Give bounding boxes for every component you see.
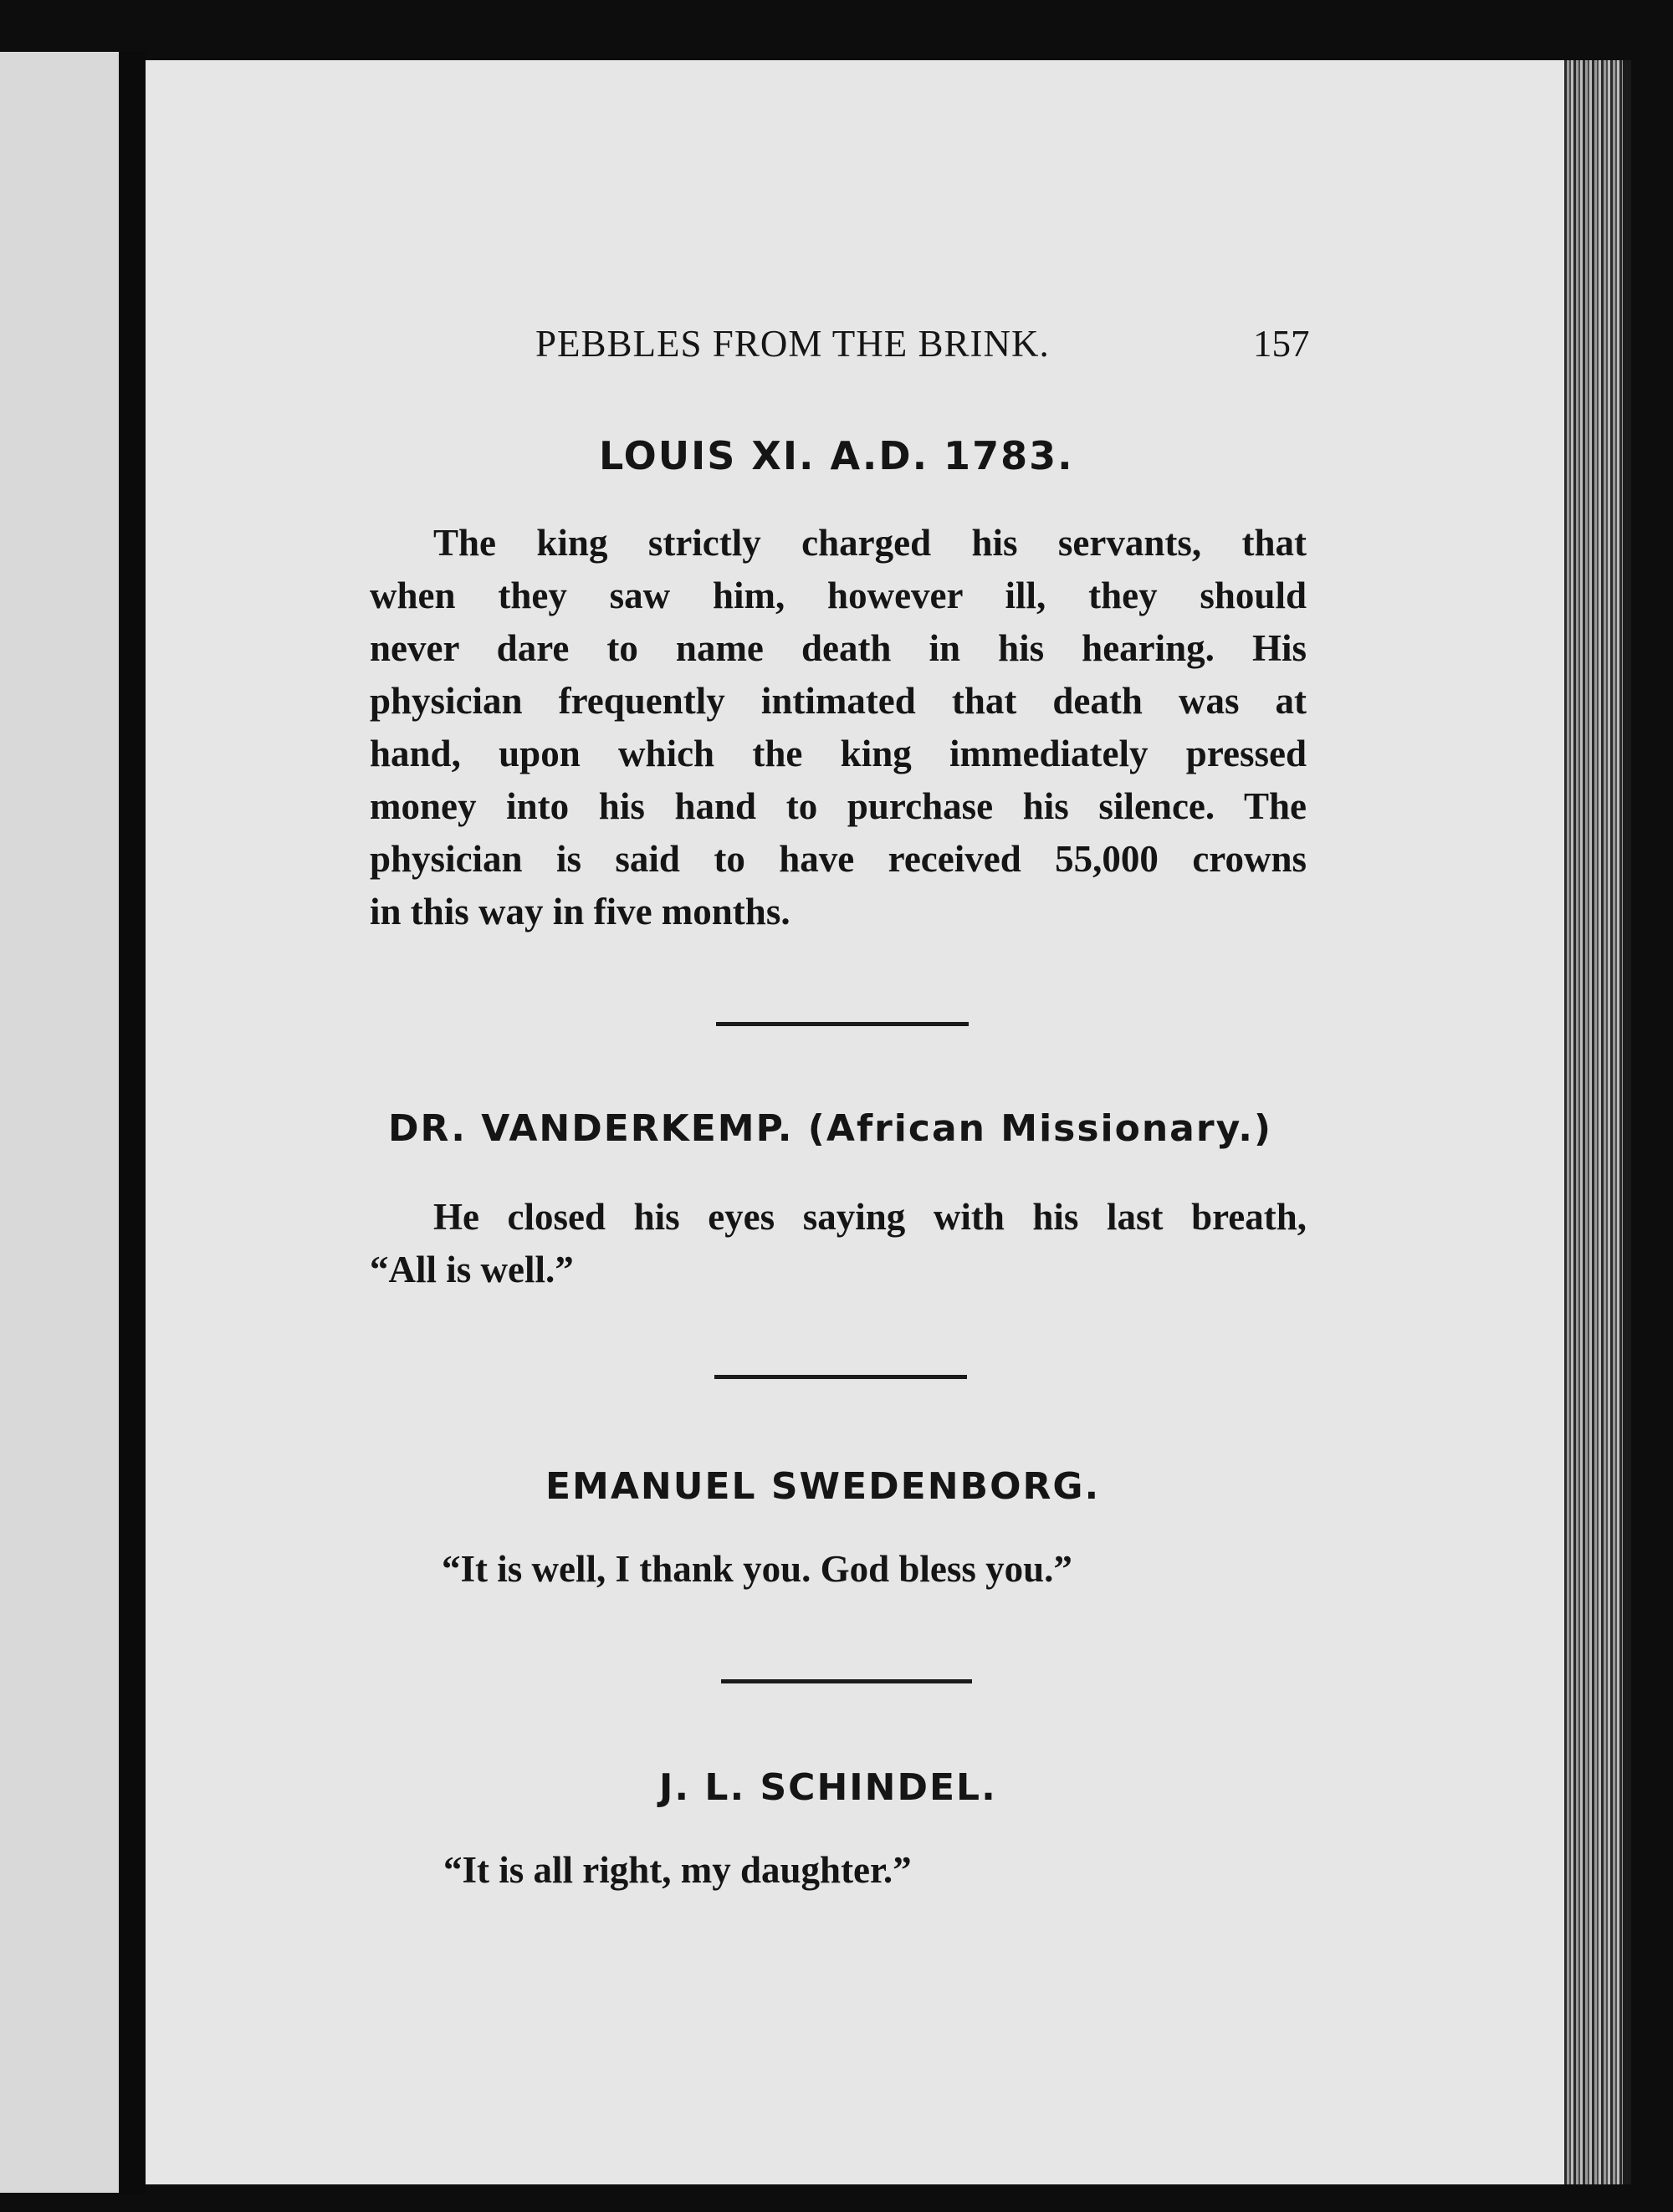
- heading-vanderkemp: DR. VANDERKEMP. (African Missionary.): [388, 1107, 1273, 1150]
- section-divider: [714, 1375, 967, 1379]
- page-number: 157: [1253, 323, 1310, 365]
- facing-page-edge: [0, 52, 119, 2193]
- section-divider: [716, 1022, 969, 1026]
- running-head-title: PEBBLES FROM THE BRINK.: [535, 323, 1050, 365]
- quote-schindel: “It is all right, my daughter.”: [443, 1849, 912, 1891]
- text-line: money into his hand to purchase his silence. The: [370, 785, 1307, 827]
- heading-louis-xi: LOUIS XI. A.D. 1783.: [599, 433, 1074, 478]
- text-line: never dare to name death in his hearing. His: [370, 627, 1307, 669]
- paragraph-louis-xi: [370, 517, 1307, 938]
- text-line: “All is well.”: [370, 1249, 574, 1290]
- heading-schindel: J. L. SCHINDEL.: [659, 1766, 997, 1809]
- text-line: hand, upon which the king immediately pressed: [370, 733, 1307, 774]
- text-line: physician frequently intimated that death was at: [370, 680, 1307, 722]
- text-line: The king strictly charged his servants, that: [433, 522, 1307, 564]
- paragraph-vanderkemp: [370, 1191, 1307, 1296]
- section-divider: [721, 1679, 972, 1683]
- page-stack-edge: [1564, 60, 1623, 2184]
- quote-swedenborg: “It is well, I thank you. God bless you.”: [442, 1548, 1072, 1590]
- text-line: when they saw him, however ill, they should: [370, 575, 1307, 616]
- text-line: in this way in five months.: [370, 891, 790, 932]
- heading-swedenborg: EMANUEL SWEDENBORG.: [545, 1465, 1101, 1508]
- page-edge-shadow: [1623, 60, 1631, 2184]
- text-line: He closed his eyes saying with his last breath,: [433, 1196, 1307, 1238]
- book-gutter: [119, 52, 146, 2193]
- text-line: physician is said to have received 55,000 crowns: [370, 838, 1307, 880]
